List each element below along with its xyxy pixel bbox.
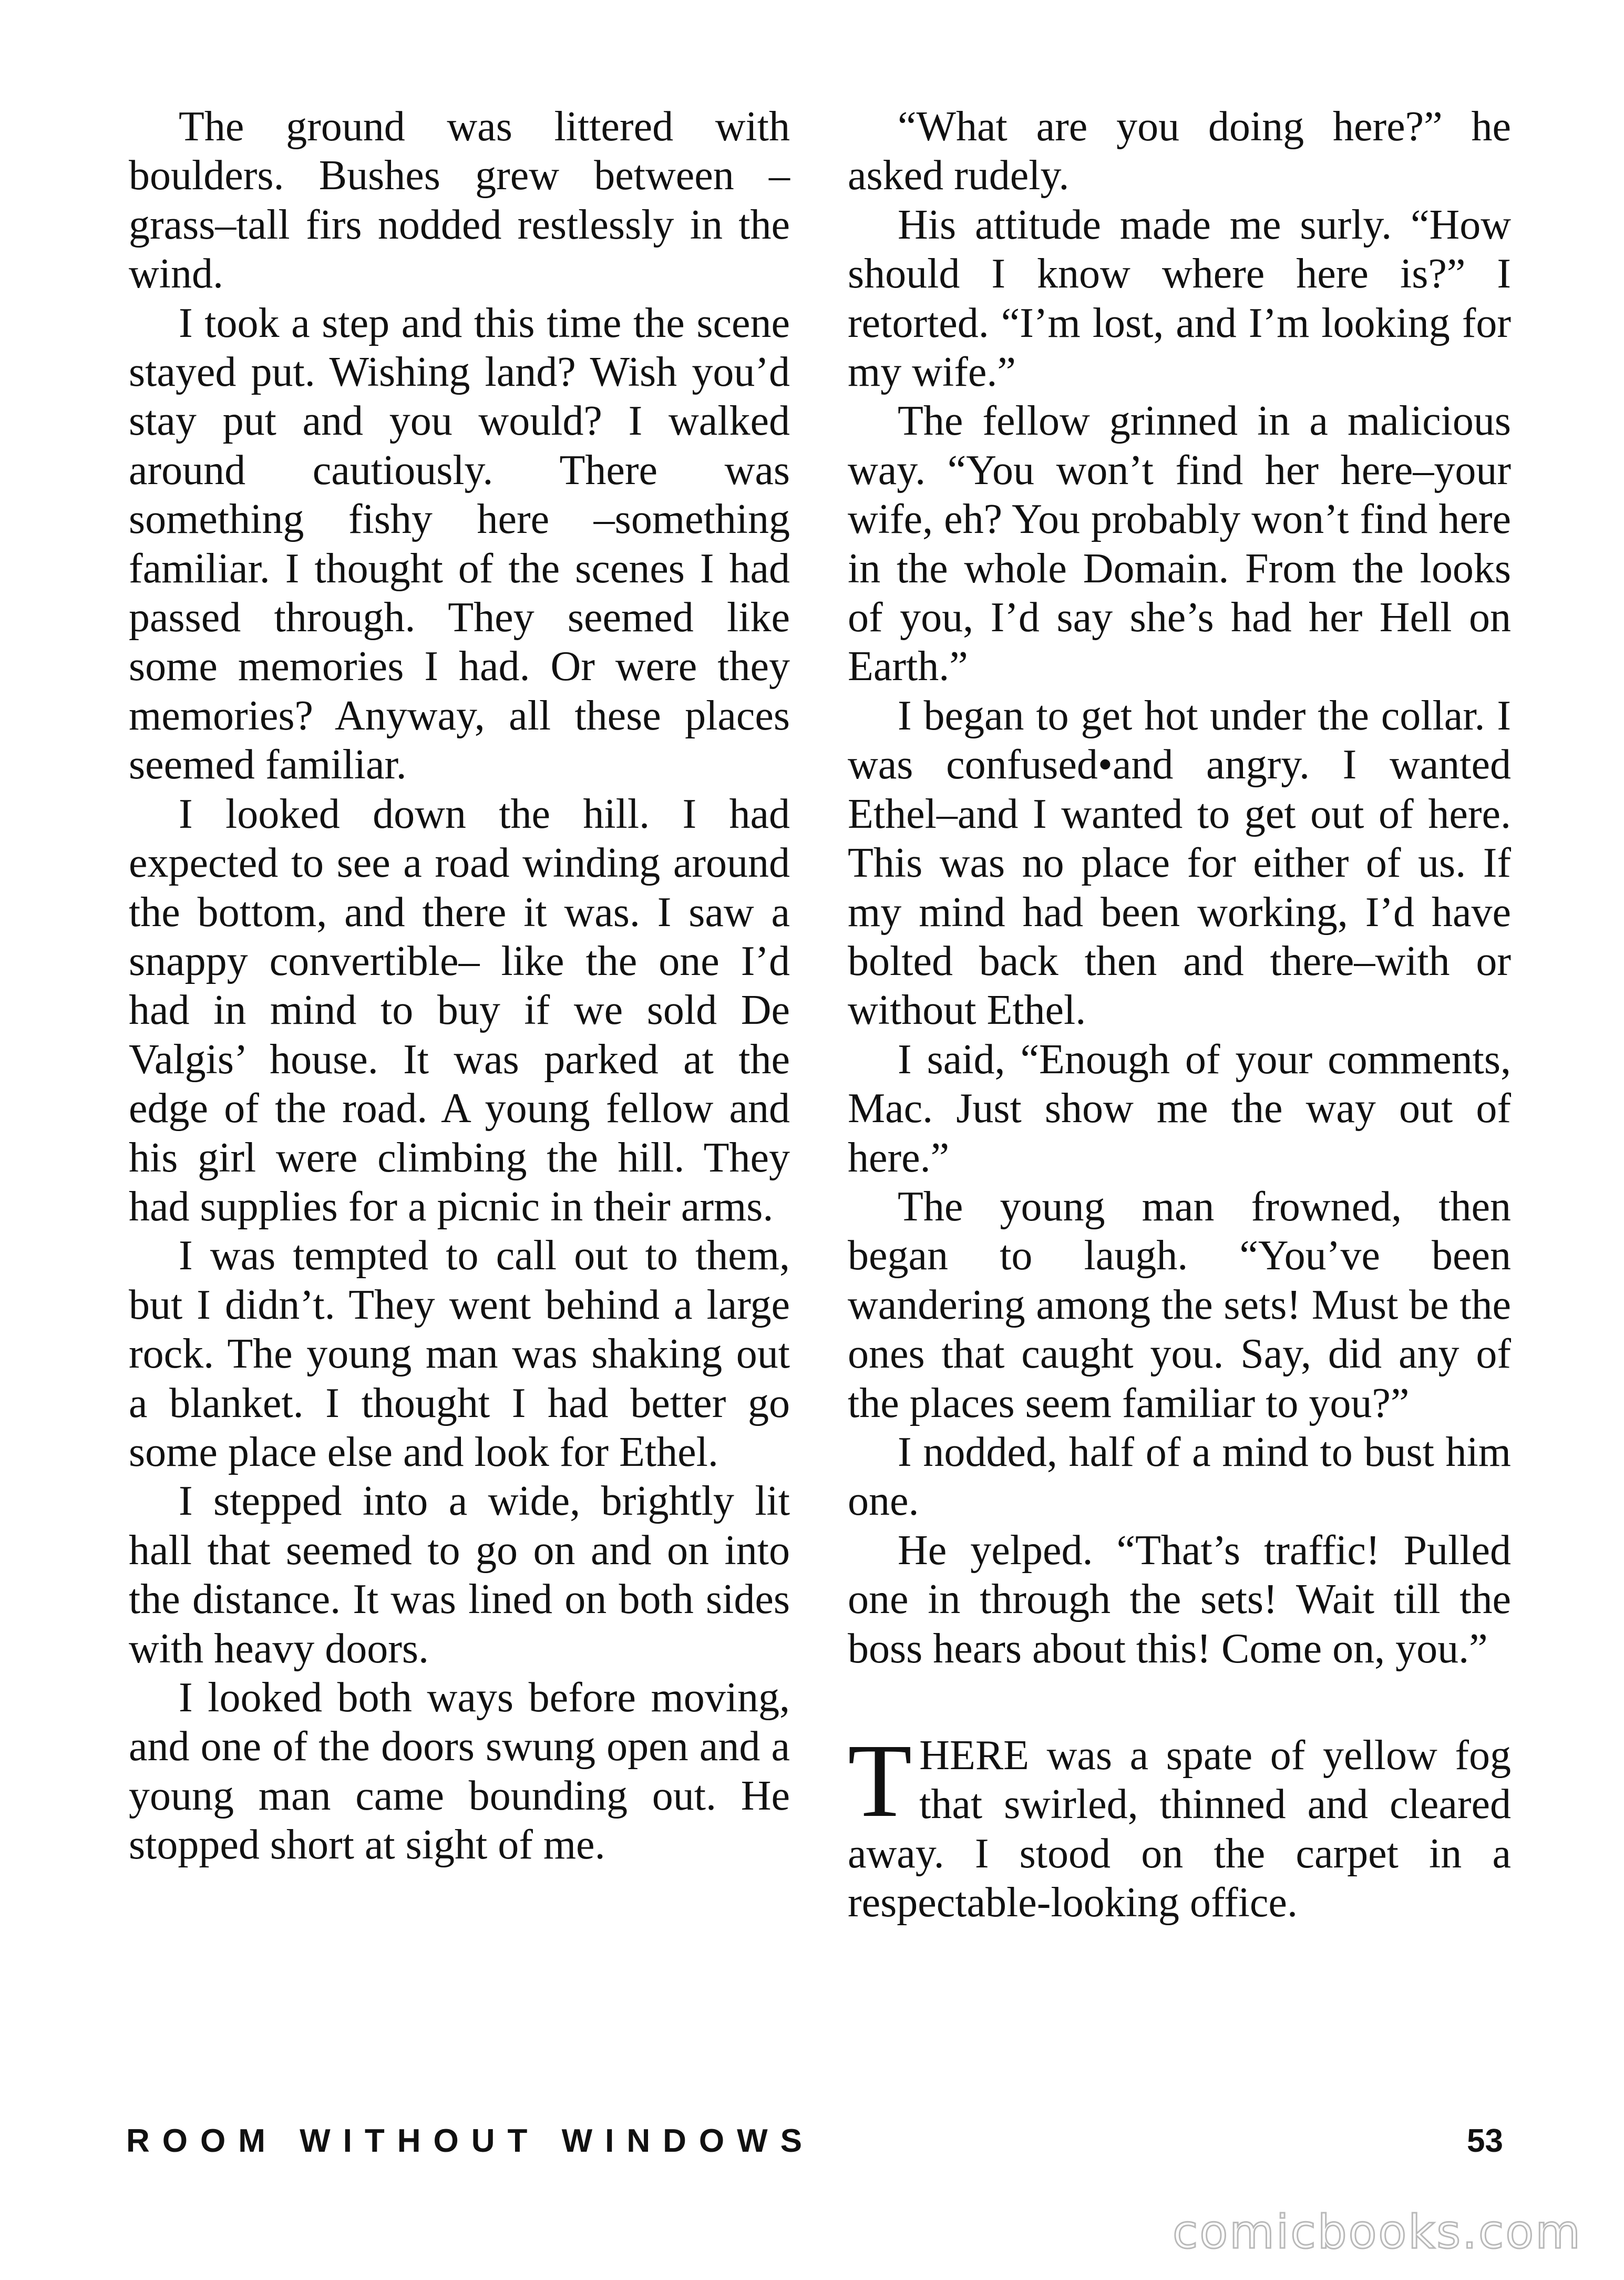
paragraph: I looked down the hill. I had expected to see a road winding around the bottom, and there it was. I saw a snappy convertible– like the one I’d had in mind to buy if we sold De Valgis’ house. It was parked at the edge of the road. A young fellow and his girl were climbing the hill. They had supplies for a picnic in their arms.	[129, 790, 790, 1230]
page-number: 53	[1467, 2123, 1503, 2159]
paragraph: I looked both ways before moving, and one of the doors swung open and a young man came bounding out. He stopped short at sight of me.	[129, 1675, 790, 1868]
paragraph: “What are you doing here?” he asked rudely.	[848, 104, 1511, 199]
paragraph: I took a step and this time the scene stayed put. Wishing land? Wish you’d stay put and you would? I walked around cautiously. There was something fishy here –something familiar. I thought of the scenes I had passed through. They seemed like some memories I had. Or were they memories? Anyway, all these places seemed familiar.	[129, 300, 790, 788]
page-footer	[126, 2122, 1503, 2170]
paragraph: The fellow grinned in a malicious way. “You won’t find her here–your wife, eh? You probably won’t find here in the whole Domain. From the looks of you, I’d say she’s had her Hell on Earth.”	[848, 398, 1511, 690]
watermark: comicbooks.com	[1172, 2205, 1582, 2259]
left-column	[129, 102, 790, 1870]
paragraph: The young man frowned, then began to laugh. “You’ve been wandering among the sets! Must be the ones that caught you. Say, did any of the places seem familiar to you?”	[848, 1183, 1511, 1426]
paragraph: I said, “Enough of your comments, Mac. Just show me the way out of here.”	[848, 1036, 1511, 1181]
drop-cap: T	[848, 1723, 912, 1839]
paragraph: His attitude made me surly. “How should I know where here is?” I retorted. “I’m lost, and I’m looking for my wife.”	[848, 201, 1511, 396]
paragraph: He yelped. “That’s traffic! Pulled one in through the sets! Wait till the boss hears about this! Come on, you.”	[848, 1527, 1511, 1672]
paragraph: I nodded, half of a mind to bust him one.	[848, 1429, 1511, 1525]
paragraph: I began to get hot under the collar. I was confused•and angry. I wanted Ethel–and I wanted to get out of here. This was no place for either of us. If my mind had been working, I’d have bolted back then and there–with or without Ethel.	[848, 692, 1511, 1034]
running-title: ROOM WITHOUT WINDOWS	[126, 2123, 815, 2159]
right-column	[848, 102, 1511, 1928]
section-opening-paragraph	[848, 1723, 1511, 1928]
paragraph: I was tempted to call out to them, but I didn’t. They went behind a large rock. The young man was shaking out a blanket. I thought I had better go some place else and look for Ethel.	[129, 1233, 790, 1475]
section-opening-text: HERE was a spate of yellow fog that swirled, thinned and cleared away. I stood on the carpet in a respectable-looking office.	[848, 1732, 1511, 1926]
paragraph: The ground was littered with boulders. Bushes grew between –grass–tall firs nodded restlessly in the wind.	[129, 104, 790, 297]
paragraph: I stepped into a wide, brightly lit hall that seemed to go on and on into the distance. It was lined on both sides with heavy doors.	[129, 1478, 790, 1672]
